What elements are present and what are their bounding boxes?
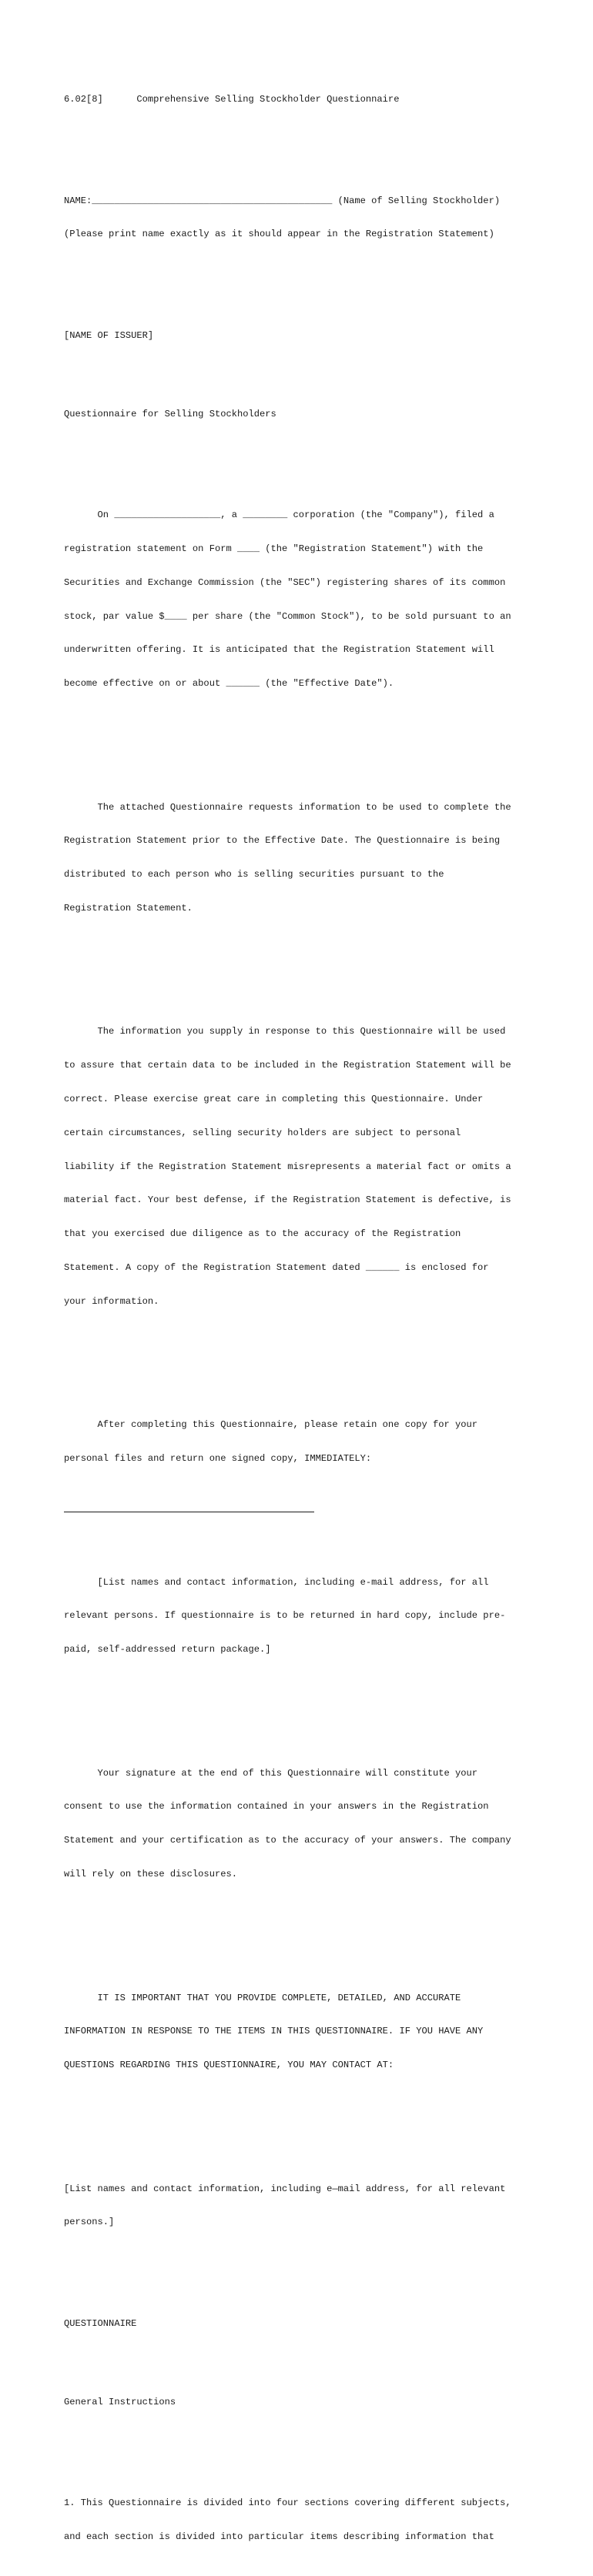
spacer bbox=[64, 959, 534, 971]
spacer bbox=[64, 1925, 534, 1936]
name-field-line: NAME:___________________________________________ (Name of Selling Stockholder) bbox=[64, 195, 501, 206]
instruction-item-1 bbox=[64, 2475, 534, 2565]
spacer bbox=[64, 2116, 534, 2127]
questionnaire-title: Questionnaire for Selling Stockholders bbox=[64, 408, 276, 419]
spacer bbox=[64, 2352, 534, 2364]
name-block bbox=[64, 172, 534, 262]
paragraph-line: become effective on or about ______ (the "Effective Date"). bbox=[64, 678, 394, 690]
contact-list-paragraph bbox=[64, 2160, 534, 2250]
general-instructions-heading: General Instructions bbox=[64, 2396, 176, 2407]
contact-paragraph bbox=[64, 1554, 534, 1678]
paragraph-line: Registration Statement. bbox=[64, 902, 193, 914]
paragraph-line: stock, par value $____ per share (the "Common Stock"), to be sold pursuant to an bbox=[64, 610, 511, 622]
paragraph-line: Statement and your certification as to the accuracy of your answers. The company bbox=[64, 1835, 511, 1846]
spacer bbox=[64, 734, 534, 746]
spacer bbox=[64, 443, 534, 454]
paragraph-line: liability if the Registration Statement misrepresents a material fact or omits a bbox=[64, 1161, 511, 1172]
paragraph-line: Registration Statement prior to the Effective Date. The Questionnaire is being bbox=[64, 835, 501, 847]
name-instruction-line: (Please print name exactly as it should appear in the Registration Statement) bbox=[64, 229, 494, 240]
section-heading: QUESTIONNAIRE bbox=[64, 2317, 137, 2329]
paragraph-line: underwritten offering. It is anticipated that the Registration Statement will bbox=[64, 644, 494, 656]
paragraph-line: relevant persons. If questionnaire is to be returned in hard copy, include pre- bbox=[64, 1610, 506, 1622]
paragraph-line: consent to use the information contained in your answers in the Registration bbox=[64, 1801, 489, 1813]
paragraph-line: persons.] bbox=[64, 2217, 115, 2228]
spacer bbox=[64, 128, 534, 139]
issuer-placeholder: [NAME OF ISSUER] bbox=[64, 329, 154, 341]
paragraph-line: will rely on these disclosures. bbox=[64, 1869, 237, 1879]
paragraph-line: The attached Questionnaire requests information to be used to complete the bbox=[64, 801, 511, 813]
document-heading: 6.02[8] Comprehensive Selling Stockholder Questionnaire bbox=[64, 94, 400, 105]
paragraph-line: IT IS IMPORTANT THAT YOU PROVIDE COMPLETE, DETAILED, AND ACCURATE bbox=[64, 1992, 461, 2003]
paragraph-line: [List names and contact information, including e—mail address, for all relevant bbox=[64, 2183, 506, 2194]
paragraph-line: registration statement on Form ____ (the "Registration Statement") with the bbox=[64, 543, 484, 554]
paragraph-line: your information. bbox=[64, 1295, 159, 1307]
paragraph-line: QUESTIONS REGARDING THIS QUESTIONNAIRE, YOU MAY CONTACT AT: bbox=[64, 2060, 394, 2071]
information-paragraph bbox=[64, 1004, 534, 1329]
paragraph-line: personal files and return one signed copy, IMMEDIATELY: bbox=[64, 1453, 372, 1465]
paragraph-line: Securities and Exchange Commission (the "SEC") registering shares of its common bbox=[64, 576, 506, 588]
paragraph-line: [List names and contact information, including e-mail address, for all bbox=[64, 1576, 489, 1588]
spacer bbox=[64, 285, 534, 296]
signature-paragraph bbox=[64, 1745, 534, 1902]
paragraph-line: INFORMATION IN RESPONSE TO THE ITEMS IN THIS QUESTIONNAIRE. IF YOU HAVE ANY bbox=[64, 2026, 484, 2037]
spacer bbox=[64, 2273, 534, 2284]
spacer bbox=[64, 1352, 534, 1364]
paragraph-line: that you exercised due diligence as to the accuracy of the Registration bbox=[64, 1228, 461, 1240]
paragraph-line: Statement. A copy of the Registration Statement dated ______ is enclosed for bbox=[64, 1261, 489, 1273]
paragraph-line: On ___________________, a ________ corporation (the "Company"), filed a bbox=[64, 510, 494, 521]
spacer bbox=[64, 2431, 534, 2442]
document-page bbox=[64, 72, 534, 2576]
paragraph-line: material fact. Your best defense, if the Registration Statement is defective, is bbox=[64, 1194, 511, 1206]
paragraph-line: certain circumstances, selling security holders are subject to personal bbox=[64, 1127, 461, 1138]
attached-paragraph bbox=[64, 779, 534, 936]
after-paragraph bbox=[64, 1397, 534, 1487]
paragraph-line: to assure that certain data to be included in the Registration Statement will be bbox=[64, 1060, 511, 1071]
paragraph-line: and each section is divided into particular items describing information that bbox=[64, 2531, 494, 2543]
intro-paragraph bbox=[64, 487, 534, 712]
paragraph-line: 1. This Questionnaire is divided into four sections covering different subjects, bbox=[64, 2497, 511, 2509]
paragraph-line: After completing this Questionnaire, please retain one copy for your bbox=[64, 1419, 478, 1431]
spacer bbox=[64, 363, 534, 375]
paragraph-line: distributed to each person who is selling securities pursuant to the bbox=[64, 869, 444, 880]
paragraph-line: The information you supply in response to this Questionnaire will be used bbox=[64, 1026, 506, 1037]
important-paragraph bbox=[64, 1970, 534, 2093]
spacer bbox=[64, 1700, 534, 1712]
paragraph-line: Your signature at the end of this Questionnaire will constitute your bbox=[64, 1767, 478, 1779]
paragraph-line: paid, self-addressed return package.] bbox=[64, 1644, 271, 1656]
paragraph-line: correct. Please exercise great care in completing this Questionnaire. Under bbox=[64, 1094, 484, 1105]
